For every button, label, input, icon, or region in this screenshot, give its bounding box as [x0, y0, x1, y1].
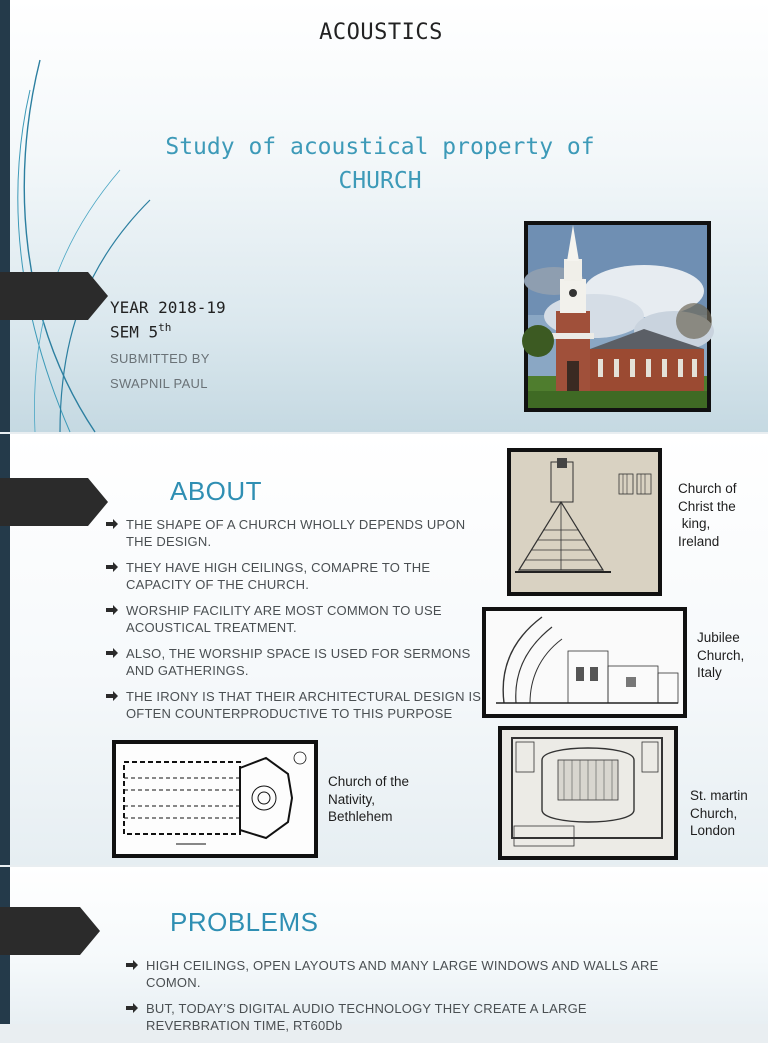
- about-slide: [0, 434, 768, 865]
- caption-nativity: [328, 773, 409, 826]
- bullet-text: THE IRONY IS THAT THEIR ARCHITECTURAL DESIGN IS OFTEN COUNTERPRODUCTIVE TO THIS PURPOSE: [126, 689, 482, 721]
- jubilee-section-drawing: [482, 607, 687, 718]
- problems-bullet-list: [126, 957, 666, 1043]
- nativity-plan-drawing: [112, 740, 318, 858]
- list-item: [106, 516, 486, 550]
- list-item: [106, 559, 486, 593]
- section-tab-marker: [0, 907, 108, 955]
- bullet-text: THE SHAPE OF A CHURCH WHOLLY DEPENDS UPON THE DESIGN.: [126, 517, 466, 549]
- caption-line: Italy: [697, 665, 722, 680]
- caption-line: Church,: [690, 805, 738, 821]
- presentation-subtitle: [80, 130, 680, 198]
- caption-christ-king: [678, 480, 737, 550]
- caption-st-martin: [690, 787, 748, 840]
- arrow-bullet-icon: [106, 562, 118, 572]
- caption-line: Christ the: [678, 498, 736, 514]
- list-item: [126, 1000, 666, 1034]
- arrow-bullet-icon: [106, 519, 118, 529]
- semester-suffix: th: [158, 321, 172, 334]
- arrow-bullet-icon: [106, 605, 118, 615]
- decorative-swoosh: [0, 0, 160, 432]
- caption-line: king,: [678, 516, 711, 531]
- submitted-by-label: SUBMITTED BY: [110, 351, 210, 366]
- about-heading: ABOUT: [170, 476, 263, 506]
- arrow-bullet-icon: [106, 648, 118, 658]
- section-tab-marker: [0, 478, 108, 526]
- arrow-bullet-icon: [106, 691, 118, 701]
- list-item: [106, 602, 486, 636]
- caption-line: Jubilee: [697, 630, 740, 645]
- list-item: [106, 688, 486, 722]
- academic-year: YEAR 2018-19: [110, 298, 226, 317]
- title-slide: [0, 0, 768, 432]
- list-item: [106, 645, 486, 679]
- caption-line: London: [690, 823, 736, 838]
- about-bullet-list: [106, 516, 486, 731]
- arrow-bullet-icon: [126, 960, 138, 970]
- caption-line: Church of the: [328, 774, 410, 789]
- church-photo: [524, 221, 711, 412]
- semester-label: SEM 5: [110, 322, 159, 342]
- bullet-text: HIGH CEILINGS, OPEN LAYOUTS AND MANY LARGE WINDOWS AND WALLS ARE COMON.: [146, 958, 659, 990]
- st-martin-plan-drawing: [498, 726, 678, 860]
- caption-line: Church,: [697, 647, 745, 663]
- problems-slide: [0, 867, 768, 1033]
- caption-line: Nativity,: [328, 791, 376, 807]
- arrow-bullet-icon: [126, 1003, 138, 1013]
- subtitle-line-1: Study of acoustical property of: [165, 134, 595, 160]
- caption-line: Church of: [678, 481, 737, 496]
- bullet-text: WORSHIP FACILITY ARE MOST COMMON TO USE ACOUSTICAL TREATMENT.: [126, 603, 442, 635]
- semester: [110, 321, 171, 341]
- caption-line: Ireland: [678, 533, 720, 549]
- christ-king-section-drawing: [507, 448, 662, 596]
- bullet-text: THEY HAVE HIGH CEILINGS, COMAPRE TO THE CAPACITY OF THE CHURCH.: [126, 560, 431, 592]
- bullet-text: BUT, TODAY’S DIGITAL AUDIO TECHNOLOGY THEY CREATE A LARGE REVERBRATION TIME, RT60Db: [146, 1001, 587, 1033]
- section-tab-marker: [0, 272, 108, 320]
- problems-heading: PROBLEMS: [170, 907, 319, 937]
- bullet-text: ALSO, THE WORSHIP SPACE IS USED FOR SERMONS AND GATHERINGS.: [126, 646, 471, 678]
- caption-line: St. martin: [690, 788, 748, 803]
- caption-line: Bethlehem: [328, 809, 393, 824]
- caption-jubilee: [697, 629, 744, 682]
- list-item: [126, 957, 666, 991]
- subtitle-line-2: CHURCH: [338, 168, 422, 194]
- page-title: ACOUSTICS: [319, 20, 443, 45]
- author-name: SWAPNIL PAUL: [110, 376, 208, 391]
